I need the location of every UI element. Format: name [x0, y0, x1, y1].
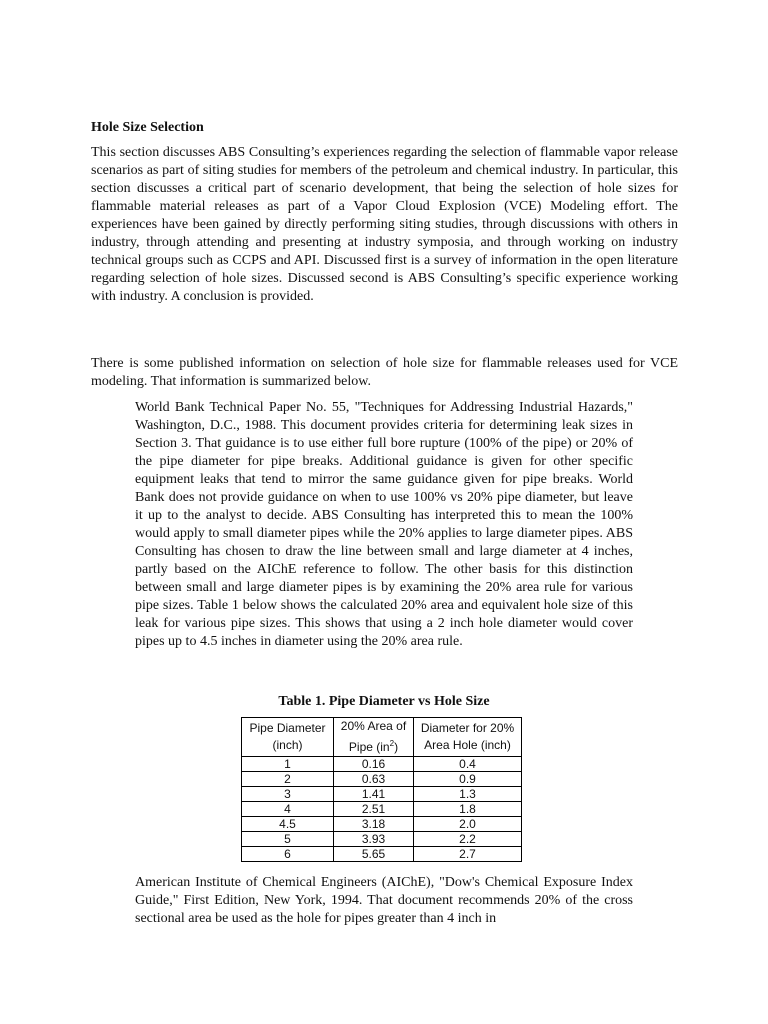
table-cell: 0.9	[414, 772, 522, 787]
table-cell: 2.2	[414, 832, 522, 847]
table-cell: 4.5	[242, 817, 334, 832]
table-cell: 1.3	[414, 787, 522, 802]
header-hole-diameter: Diameter for 20% Area Hole (inch)	[414, 718, 522, 757]
table-header-row	[242, 718, 522, 757]
table-cell: 2.51	[334, 802, 414, 817]
table-cell: 1.8	[414, 802, 522, 817]
table-cell: 0.16	[334, 757, 414, 772]
table-row	[242, 757, 522, 772]
table-cell: 5	[242, 832, 334, 847]
literature-intro-paragraph: There is some published information on selection of hole size for flammable releases used for VCE modeling. That information is summarized below.	[91, 356, 678, 389]
table-cell: 2.0	[414, 817, 522, 832]
table-row	[242, 847, 522, 862]
table-row	[242, 802, 522, 817]
table-cell: 1	[242, 757, 334, 772]
table-cell: 4	[242, 802, 334, 817]
table-row	[242, 832, 522, 847]
table-row	[242, 817, 522, 832]
section-heading: Hole Size Selection	[91, 120, 204, 135]
table-cell: 2.7	[414, 847, 522, 862]
table-cell: 3	[242, 787, 334, 802]
table-cell: 1.41	[334, 787, 414, 802]
table-row	[242, 787, 522, 802]
table-cell: 5.65	[334, 847, 414, 862]
table-row	[242, 772, 522, 787]
world-bank-paragraph: World Bank Technical Paper No. 55, "Techniques for Addressing Industrial Hazards," Washington, D.C., 1988. This document provides criteria for determining leak sizes in Section 3. That guidance is to use either full bore rupture (100% of the pipe) or 20% of the pipe diameter for pipe breaks. Additional guidance is given for other specific equipment leaks that tend to mirror the same guidance given for pipe breaks. World Bank does not provide guidance on when to use 100% vs 20% pipe diameter, but leave it up to the analyst to decide. ABS Consulting has interpreted this to mean the 100% would apply to small diameter pipes while the 20% applies to large diameter pipes. ABS Consulting has chosen to draw the line between small and large diameter at 4 inches, partly based on the AIChE reference to follow. The other basis for this distinction between small and large diameter pipes is by examining the 20% area rule for various pipe sizes. Table 1 below shows the calculated 20% area and equivalent hole size of this leak for various pipe sizes. This shows that using a 2 inch hole diameter would cover pipes up to 4.5 inches in diameter using the 20% area rule.	[135, 400, 633, 649]
table-cell: 0.63	[334, 772, 414, 787]
table-cell: 2	[242, 772, 334, 787]
header-pipe-diameter: Pipe Diameter (inch)	[242, 718, 334, 757]
table-cell: 3.18	[334, 817, 414, 832]
table-cell: 6	[242, 847, 334, 862]
intro-paragraph: This section discusses ABS Consulting’s experiences regarding the selection of flammable vapor release scenarios as part of siting studies for members of the petroleum and chemical industry. In particular, this section discusses a critical part of scenario development, that being the selection of hole sizes for flammable material releases as part of a Vapor Cloud Explosion (VCE) Modeling effort. The experiences have been gained by directly performing siting studies, through discussions with others in industry, through attending and presenting at industry symposia, and through working on industry technical groups such as CCPS and API. Discussed first is a survey of information in the open literature regarding selection of hole sizes. Discussed second is ABS Consulting’s specific experience working with industry. A conclusion is provided.	[91, 145, 678, 304]
pipe-diameter-table	[241, 717, 522, 862]
aiche-paragraph: American Institute of Chemical Engineers (AIChE), "Dow's Chemical Exposure Index Guide," First Edition, New York, 1994. That document recommends 20% of the cross sectional area be used as the hole for pipes greater than 4 inch in	[135, 875, 633, 926]
table-cell: 3.93	[334, 832, 414, 847]
header-area: 20% Area of Pipe $(in^2)$	[334, 718, 414, 757]
table-cell: 0.4	[414, 757, 522, 772]
table-title: Table 1. Pipe Diameter vs Hole Size	[278, 694, 490, 709]
